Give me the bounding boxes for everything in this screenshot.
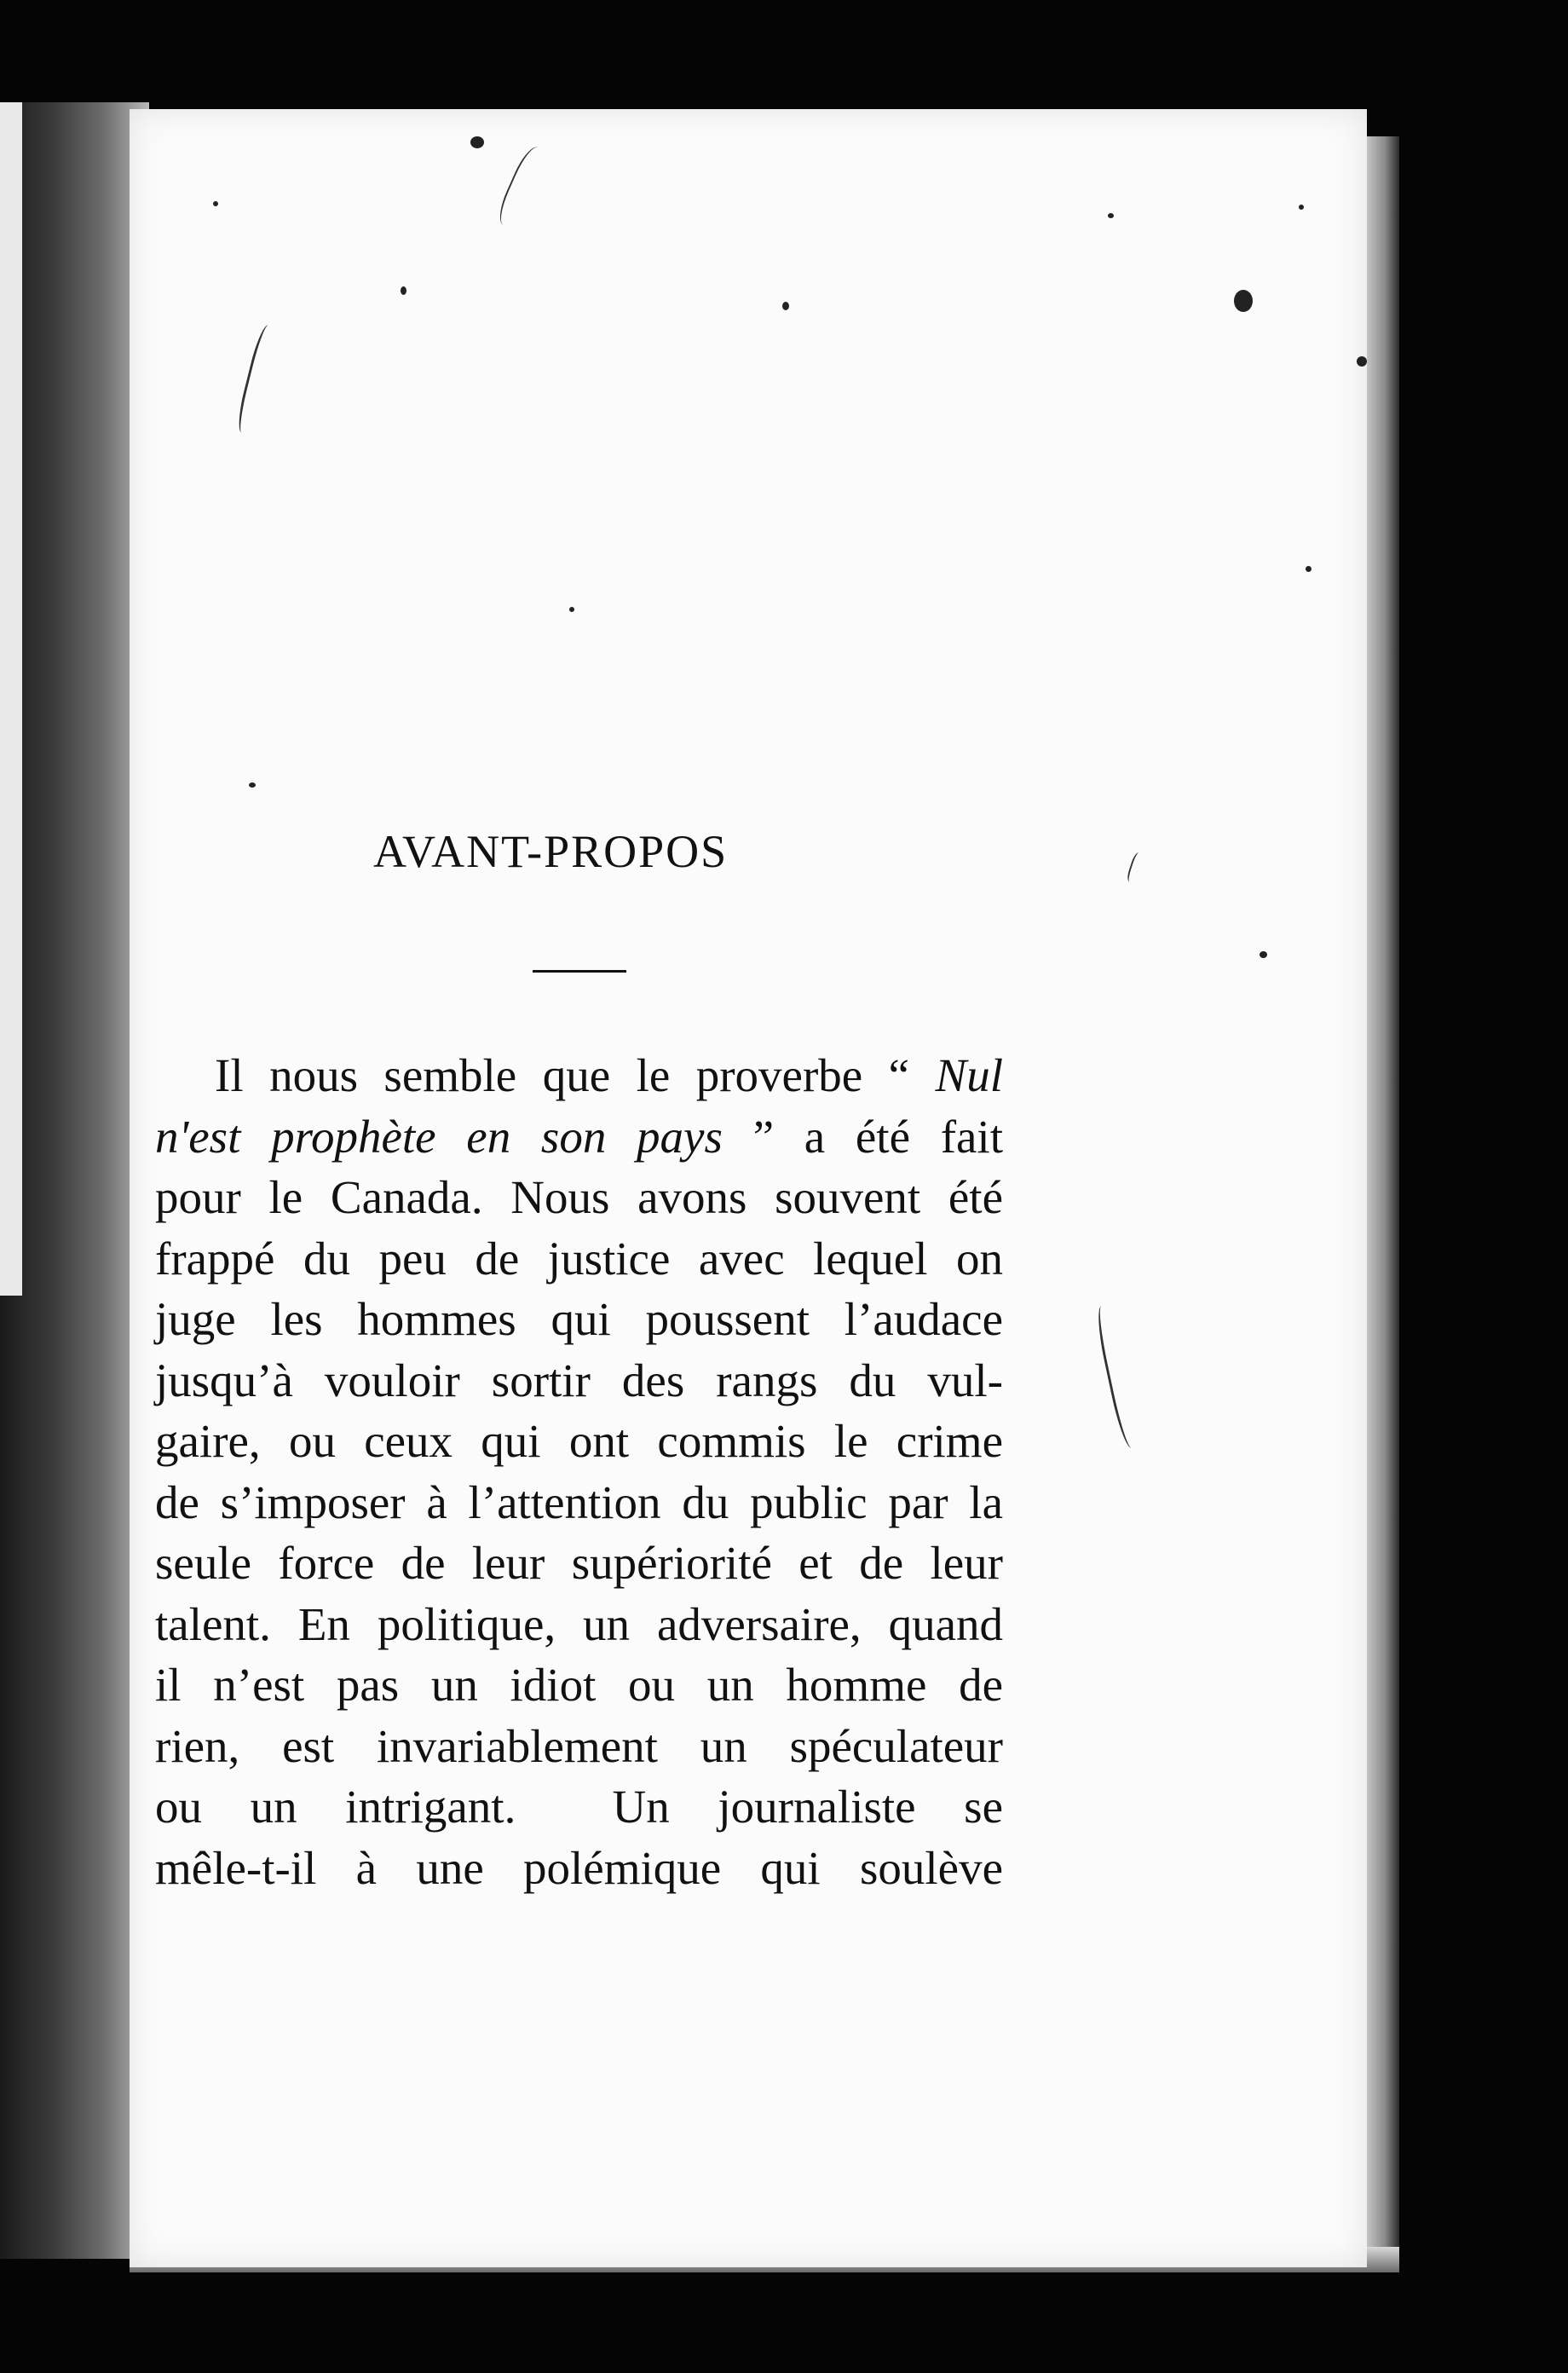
text-line (155, 1533, 1003, 1594)
text-line (155, 1228, 1003, 1290)
text-line (155, 1654, 1003, 1716)
text-line (155, 1838, 1003, 1899)
text-line (155, 1045, 1003, 1106)
text-segment: ” a été fait (722, 1110, 1003, 1163)
text-segment: juge les hommes qui poussent l’audace (155, 1293, 1003, 1345)
text-segment: mêle-t-il à une polémique qui soulève (155, 1841, 1003, 1894)
text-line (155, 1776, 1003, 1838)
page-heading: AVANT-PROPOS (373, 826, 729, 877)
text-line (155, 1594, 1003, 1655)
text-segment: ou un intrigant. Un journaliste se (155, 1781, 1003, 1833)
italic-text: Nul (935, 1049, 1003, 1101)
text-segment: frappé du peu de justice avec lequel on (155, 1232, 1003, 1285)
text-line (155, 1350, 1003, 1412)
text-line (155, 1167, 1003, 1228)
text-line (155, 1289, 1003, 1350)
text-segment: de s’imposer à l’attention du public par la (155, 1475, 1003, 1528)
text-line (155, 1106, 1003, 1168)
text-line (155, 1411, 1003, 1472)
binding-shadow (0, 102, 149, 2259)
page-edge-right (1363, 136, 1399, 2267)
heading-rule (533, 970, 626, 973)
text-line (155, 1716, 1003, 1777)
text-line (155, 1472, 1003, 1533)
italic-text: n'est prophète en son pays (155, 1110, 723, 1163)
text-segment: jusqu’à vouloir sortir des rangs du vul- (155, 1354, 1003, 1406)
text-segment: rien, est invariablement un spéculateur (155, 1719, 1003, 1772)
text-segment: il n’est pas un idiot ou un homme de (155, 1659, 1003, 1711)
body-paragraph (155, 1045, 1003, 1898)
text-segment: Il nous semble que le proverbe “ (215, 1049, 936, 1101)
facing-page-edge (0, 102, 22, 1296)
text-segment: gaire, ou ceux qui ont commis le crime (155, 1415, 1003, 1467)
text-segment: seule force de leur supériorité et de leur (155, 1537, 1003, 1589)
text-segment: pour le Canada. Nous avons souvent été (155, 1171, 1003, 1223)
text-segment: talent. En politique, un adversaire, quand (155, 1597, 1003, 1650)
